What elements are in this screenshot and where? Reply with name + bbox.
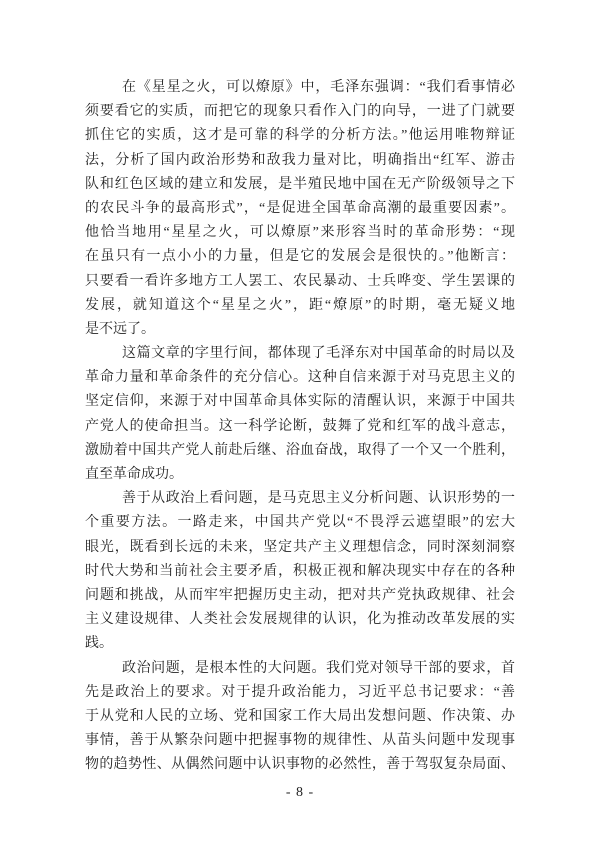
text-line: 是不远了。 bbox=[85, 321, 155, 337]
text-line: 践。 bbox=[85, 636, 113, 652]
page-number: - 8 - bbox=[285, 785, 315, 800]
text-line: 只要看一看许多地方工人罢工、农民暴动、士兵哗变、学生罢课的 bbox=[85, 273, 515, 289]
text-line: 在虽只有一点小小的力量，但是它的发展会是很快的。”他断言： bbox=[85, 249, 515, 265]
text-line: 先是政治上的要求。对于提升政治能力，习近平总书记要求：“善 bbox=[85, 684, 515, 700]
text-line: 的农民斗争的最高形式”，“是促进全国革命高潮的最重要因素”。 bbox=[85, 200, 515, 216]
text-line: 激励着中国共产党人前赴后继、浴血奋战，取得了一个又一个胜利， bbox=[85, 442, 515, 458]
text-line: 法，分析了国内政治形势和敌我力量对比，明确指出“红军、游击 bbox=[85, 152, 515, 168]
text-line: 产党人的使命担当。这一科学论断，鼓舞了党和红军的战斗意志， bbox=[85, 418, 515, 434]
text-line: 在《星星之火，可以燎原》中，毛泽东强调：“我们看事情必 bbox=[122, 80, 515, 95]
text-line: 队和红色区域的建立和发展，是半殖民地中国在无产阶级领导之下 bbox=[85, 176, 515, 192]
text-line: 问题和挑战，从而牢牢把握历史主动，把对共产党执政规律、社会 bbox=[85, 587, 515, 603]
text-line: 时代大势和当前社会主要矛盾，积极正视和解决现实中存在的各种 bbox=[85, 563, 515, 579]
document-body bbox=[85, 76, 515, 777]
text-line: 物的趋势性、从偶然问题中认识事物的必然性，善于驾驭复杂局面、 bbox=[85, 757, 515, 773]
text-line: 须要看它的实质，而把它的现象只看作入门的向导，一进了门就要 bbox=[85, 104, 515, 120]
text-line: 主义建设规律、人类社会发展规律的认识，化为推动改革发展的实 bbox=[85, 612, 515, 628]
text-line: 直至革命成功。 bbox=[85, 467, 183, 482]
text-line: 眼光，既看到长远的未来，坚定共产主义理想信念，同时深刻洞察 bbox=[85, 539, 515, 555]
text-line: 这篇文章的字里行间，都体现了毛泽东对中国革命的时局以及 bbox=[122, 346, 515, 362]
text-line: 他恰当地用“星星之火，可以燎原”来形容当时的革命形势：“现 bbox=[85, 225, 515, 241]
text-line: 善于从政治上看问题，是马克思主义分析问题、认识形势的一 bbox=[122, 491, 515, 507]
text-line: 抓住它的实质，这才是可靠的科学的分析方法。”他运用唯物辩证 bbox=[85, 128, 515, 144]
text-line: 政治问题，是根本性的大问题。我们党对领导干部的要求，首 bbox=[122, 660, 515, 676]
text-line: 个重要方法。一路走来，中国共产党以“不畏浮云遮望眼”的宏大 bbox=[85, 515, 515, 531]
text-line: 发展，就知道这个“星星之火”，距“燎原”的时期，毫无疑义地 bbox=[85, 297, 515, 313]
text-line: 革命力量和革命条件的充分信心。这种自信来源于对马克思主义的 bbox=[85, 370, 515, 386]
text-line: 坚定信仰，来源于对中国革命具体实际的清醒认识，来源于中国共 bbox=[85, 394, 515, 410]
text-line: 事情，善于从繁杂问题中把握事物的规律性、从苗头问题中发现事 bbox=[85, 733, 515, 749]
page-footer bbox=[0, 785, 600, 801]
text-line: 于从党和人民的立场、党和国家工作大局出发想问题、作决策、办 bbox=[85, 708, 515, 724]
